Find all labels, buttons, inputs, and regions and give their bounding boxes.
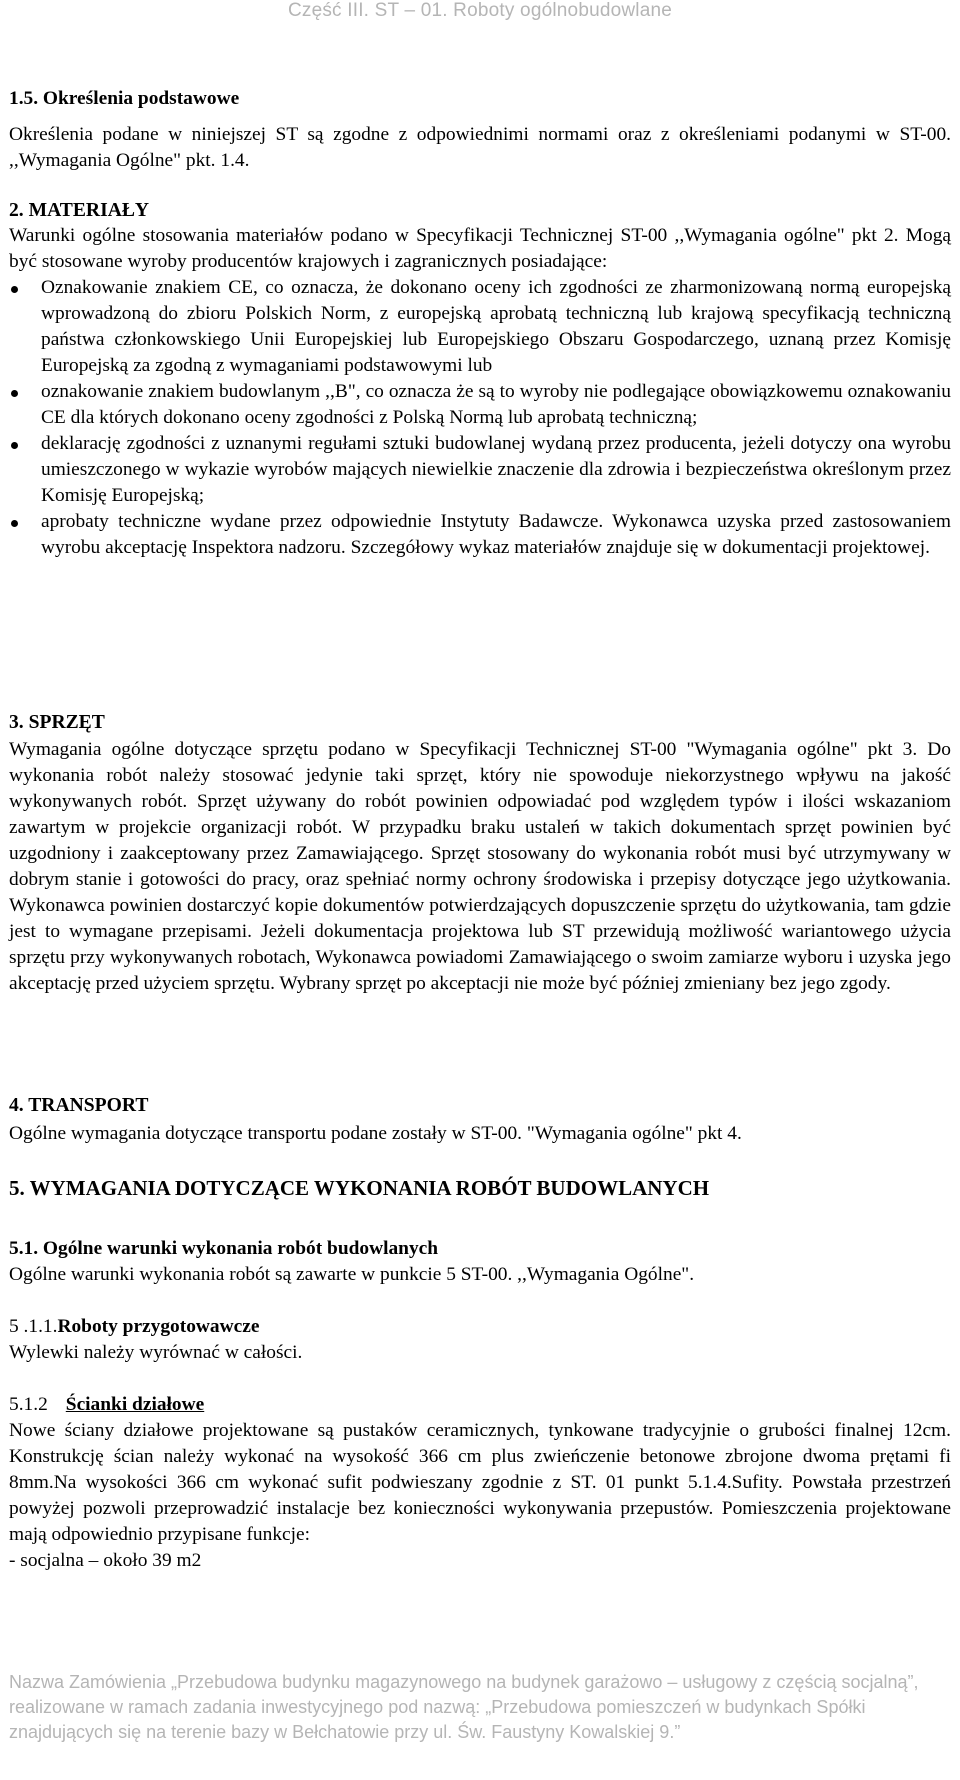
- bullet-icon: [11, 442, 18, 449]
- section-5-1-text: Ogólne warunki wykonania robót są zawarte w punkcie 5 ST-00. ,,Wymagania Ogólne".: [9, 1264, 695, 1285]
- bullet-icon: [11, 286, 18, 293]
- list-item: aprobaty techniczne wydane przez odpowiednie Instytuty Badawcze. Wykonawca uzyska przed zastosowaniem wyrobu akceptację Inspektora nadzoru. Szczegółowy wykaz materiałów znajduje się w dokumentacji projektowej.: [9, 509, 951, 561]
- section-5-1-2-item: - socjalna – około 39 m2: [9, 1550, 202, 1571]
- list-item: oznakowanie znakiem budowlanym ,,B", co oznacza że są to wyroby nie podlegające obowiązkowemu oznakowaniu CE dla których dokonano oceny zgodności z Polską Normą lub aprobatą techniczną;: [9, 379, 951, 431]
- bullet-icon: [11, 520, 18, 527]
- materials-list: [9, 275, 951, 561]
- section-5-1-1-heading: [9, 1314, 951, 1340]
- section-2-intro: Warunki ogólne stosowania materiałów podano w Specyfikacji Technicznej ST-00 ,,Wymagania ogólne" pkt 2. Mogą być stosowane wyroby producentów krajowych i zagranicznych posiadające:: [9, 225, 951, 272]
- section-2-title: 2. MATERIAŁY: [9, 200, 150, 221]
- section-3-text: Wymagania ogólne dotyczące sprzętu podano w Specyfikacji Technicznej ST-00 "Wymagania ogólne" pkt 3. Do wykonania robót należy stosować jedynie taki sprzęt, który nie spowoduje niekorzystnego wpływu na jakość wykonywanych robót. Sprzęt używany do robót powinien odpowiadać pod względem typów i ilości wskazaniom zawartym w projekcie organizacji robót. W przypadku braku ustaleń w takich dokumentach sprzęt powinien być uzgodniony i zaakceptowany przez Zamawiającego. Sprzęt stosowany do wykonania robót musi być utrzymywany w dobrym stanie i gotowości do pracy, oraz spełniać normy ochrony środowiska i przepisy dotyczące jego użytkowania. Wykonawca powinien dostarczyć kopie dokumentów potwierdzających dopuszczenie sprzętu do użytkowania, tam gdzie jest to wymagane przepisami. Jeżeli dokumentacja projektowa lub ST przewidują możliwość wariantowego użycia sprzętu przy wykonywanych robotach, Wykonawca powiadomi Zamawiającego o swoim zamiarze wyboru i uzyska jego akceptację przed użyciem sprzętu. Wybrany sprzęt po akceptacji nie może być później zmieniany bez jego zgody.: [9, 739, 951, 994]
- section-1-5-title: 1.5. Określenia podstawowe: [9, 88, 240, 109]
- section-5-title: 5. WYMAGANIA DOTYCZĄCE WYKONANIA ROBÓT BUDOWLANYCH: [9, 1176, 710, 1200]
- section-5-1-2-text: Nowe ściany działowe projektowane są pustaków ceramicznych, tynkowane tradycyjnie o grubości finalnej 12cm. Konstrukcję ścian należy wykonać na wysokość 366 cm plus zwieńczenie betonowe zbrojone dwoma prętami fi 8mm.Na wysokości 366 cm wykonać sufit podwieszany zgodnie z ST. 01 punkt 5.1.4.Sufity. Powstała przestrzeń powyżej pozwoli przeprowadzić instalacje bez konieczności wykonywania przepustów. Pomieszczenia projektowane mają odpowiednio przypisane funkcje:: [9, 1420, 951, 1545]
- section-5-1-1-title: Roboty przygotowawcze: [57, 1316, 260, 1337]
- section-1-5-text: Określenia podane w niniejszej ST są zgodne z odpowiednimi normami oraz z określeniami podanymi w ST-00. ,,Wymagania Ogólne" pkt. 1.4.: [9, 124, 951, 171]
- section-5-1-2-title: Ścianki działowe: [65, 1394, 205, 1415]
- section-4-text: Ogólne wymagania dotyczące transportu podane zostały w ST-00. "Wymagania ogólne" pkt 4.: [9, 1123, 742, 1144]
- page-footer: Nazwa Zamówienia „Przebudowa budynku magazynowego na budynek garażowo – usługowy z częścią socjalną”, realizowane w ramach zadania inwestycyjnego pod nazwą: „Przebudowa pomieszczeń w budynkach Spółki znajdujących się na terenie bazy w Bełchatowie przy ul. Św. Faustyny Kowalskiej 9.”: [9, 1672, 919, 1742]
- list-item: deklarację zgodności z uznanymi regułami sztuki budowlanej wydaną przez producenta, jeżeli dotyczy ona wyrobu umieszczonego w wykazie wyrobów mających niewielkie znaczenie dla zdrowia i bezpieczeństwa określonym przez Komisję Europejską;: [9, 431, 951, 509]
- section-5-1-1-number: 5 .1.1.: [9, 1316, 58, 1337]
- section-5-1-2-number: 5.1.2: [9, 1394, 48, 1415]
- page-header: Część III. ST – 01. Roboty ogólnobudowlane: [287, 0, 673, 21]
- bullet-icon: [11, 390, 18, 397]
- section-3-title: 3. SPRZĘT: [9, 712, 105, 733]
- section-5-1-1-text: Wylewki należy wyrównać w całości.: [9, 1342, 303, 1363]
- section-4-title: 4. TRANSPORT: [9, 1095, 149, 1116]
- section-5-1-title: 5.1. Ogólne warunki wykonania robót budowlanych: [9, 1238, 439, 1259]
- list-item: Oznakowanie znakiem CE, co oznacza, że dokonano oceny ich zgodności ze zharmonizowaną normą europejską wprowadzoną do zbioru Polskich Norm, z europejską aprobatą techniczną lub krajową specyfikacją techniczną państwa członkowskiego Unii Europejskiej lub Europejskiego Obszaru Gospodarczego, uznaną przez Komisję Europejską za zgodną z wymaganiami podstawowymi lub: [9, 275, 951, 379]
- section-5-1-2-heading: [9, 1392, 951, 1418]
